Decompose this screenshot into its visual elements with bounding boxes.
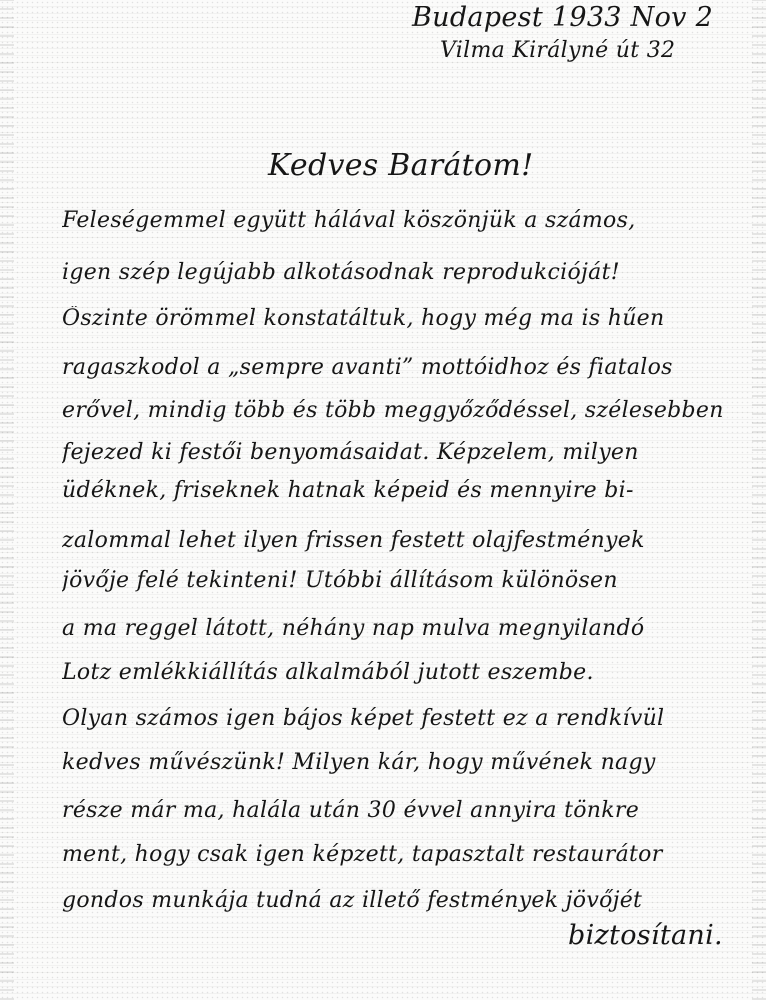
letter-line: igen szép legújabb alkotásodnak reprodukcióját!	[62, 260, 620, 285]
letter-line: üdéknek, friseknek hatnak képeid és mennyire bi-	[62, 478, 634, 503]
place-date: Budapest 1933 Nov 2	[412, 2, 714, 33]
scan-edge-right	[752, 0, 766, 1000]
letter-line: gondos munkája tudná az illető festmények jövőjét	[62, 888, 643, 913]
address: Vilma Királyné út 32	[440, 38, 676, 63]
letter-line: a ma reggel látott, néhány nap mulva megnyilandó	[62, 616, 645, 641]
letter-line: fejezed ki festői benyomásaidat. Képzelem, milyen	[62, 440, 639, 465]
letter-line: Lotz emlékkiállítás alkalmából jutott eszembe.	[62, 660, 594, 685]
scan-edge-left	[0, 0, 14, 1000]
letter-line: Őszinte örömmel konstatáltuk, hogy még ma is hűen	[62, 306, 665, 331]
letter-line: jövője felé tekinteni! Utóbbi állításom különösen	[62, 568, 618, 593]
letter-line: Feleségemmel együtt hálával köszönjük a számos,	[62, 208, 636, 233]
letter-line: ment, hogy csak igen képzett, tapasztalt restaurátor	[62, 842, 663, 867]
closing-word: biztosítani.	[568, 920, 723, 951]
letter-line: Olyan számos igen bájos képet festett ez a rendkívül	[62, 706, 665, 731]
letter-line: erővel, mindig több és több meggyőződéssel, szélesebben	[62, 398, 724, 423]
letter-line: ragaszkodol a „sempre avanti” mottóidhoz és fiatalos	[62, 355, 673, 380]
salutation: Kedves Barátom!	[268, 148, 534, 183]
letter-line: zalommal lehet ilyen frissen festett olajfestmények	[62, 528, 645, 553]
letter-line: kedves művészünk! Milyen kár, hogy művének nagy	[62, 750, 656, 775]
letter-line: része már ma, halála után 30 évvel annyira tönkre	[62, 798, 640, 823]
